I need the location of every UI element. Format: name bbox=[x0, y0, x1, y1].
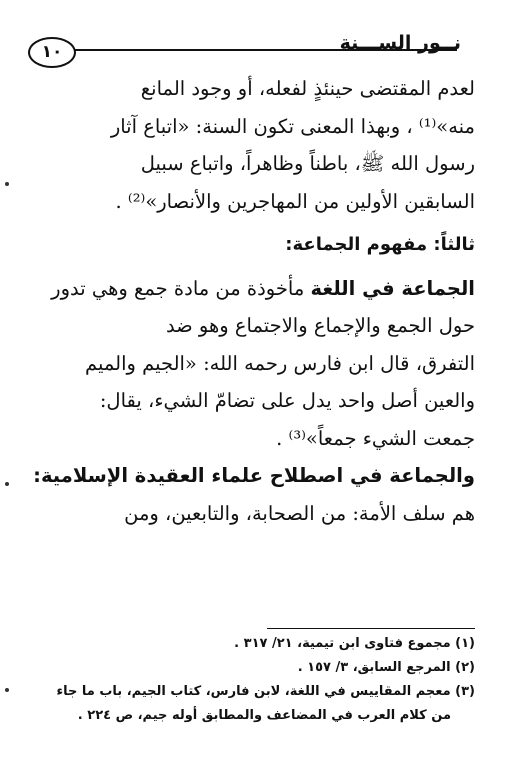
header-rule bbox=[30, 49, 457, 51]
running-header-title: نــور الســـنة bbox=[339, 32, 461, 54]
subsection-heading: والجماعة في اصطلاح علماء العقيدة الإسلامية: bbox=[33, 464, 475, 487]
body-text bbox=[34, 70, 475, 532]
footnote-rule bbox=[267, 628, 475, 629]
body-line: لعدم المقتضى حينئذٍ لفعله، أو وجود المانع bbox=[140, 77, 475, 100]
body-line: جمعت الشيء جمعاً»⁽³⁾ . bbox=[276, 426, 475, 450]
page-number: ١٠ bbox=[28, 37, 76, 68]
body-line: هم سلف الأمة: من الصحابة، والتابعين، ومن bbox=[124, 501, 475, 525]
body-line-rest: مأخوذة من مادة جمع وهي تدور bbox=[51, 276, 311, 300]
body-line: حول الجمع والإجماع والاجتماع وهو ضد bbox=[165, 314, 475, 337]
section-heading: ثالثاً: مفهوم الجماعة: bbox=[285, 234, 475, 255]
footnote: (١) مجموع فتاوى ابن تيمية، ٢١/ ٣١٧ . bbox=[234, 636, 475, 651]
body-line bbox=[34, 270, 475, 308]
scan-edge-mark bbox=[5, 182, 9, 186]
body-line: والعين أصل واحد يدل على تضامّ الشيء، يقال: bbox=[99, 389, 475, 412]
body-line: السابقين الأولين من المهاجرين والأنصار»⁽²⁾ . bbox=[115, 189, 475, 213]
body-line: منه»⁽¹⁾ ، وبهذا المعنى تكون السنة: «اتباع آثار bbox=[110, 114, 475, 138]
term-lead: الجماعة في اللغة bbox=[310, 276, 475, 300]
footnote-continuation: من كلام العرب في المضاعف والمطابق أوله جيم، ص ٢٢٤ . bbox=[77, 708, 451, 723]
body-line: رسول الله ﷺ، باطناً وظاهراً، واتباع سبيل bbox=[140, 152, 475, 175]
footnote: (٢) المرجع السابق، ٣/ ١٥٧ . bbox=[297, 660, 475, 675]
footnotes bbox=[34, 632, 475, 728]
footnote: (٣) معجم المقاييس في اللغة، لابن فارس، كتاب الجيم، باب ما جاء bbox=[56, 684, 475, 699]
scan-edge-mark bbox=[5, 688, 9, 692]
body-line: التفرق، قال ابن فارس رحمه الله: «الجيم والميم bbox=[85, 351, 475, 375]
scan-edge-mark bbox=[5, 482, 9, 486]
